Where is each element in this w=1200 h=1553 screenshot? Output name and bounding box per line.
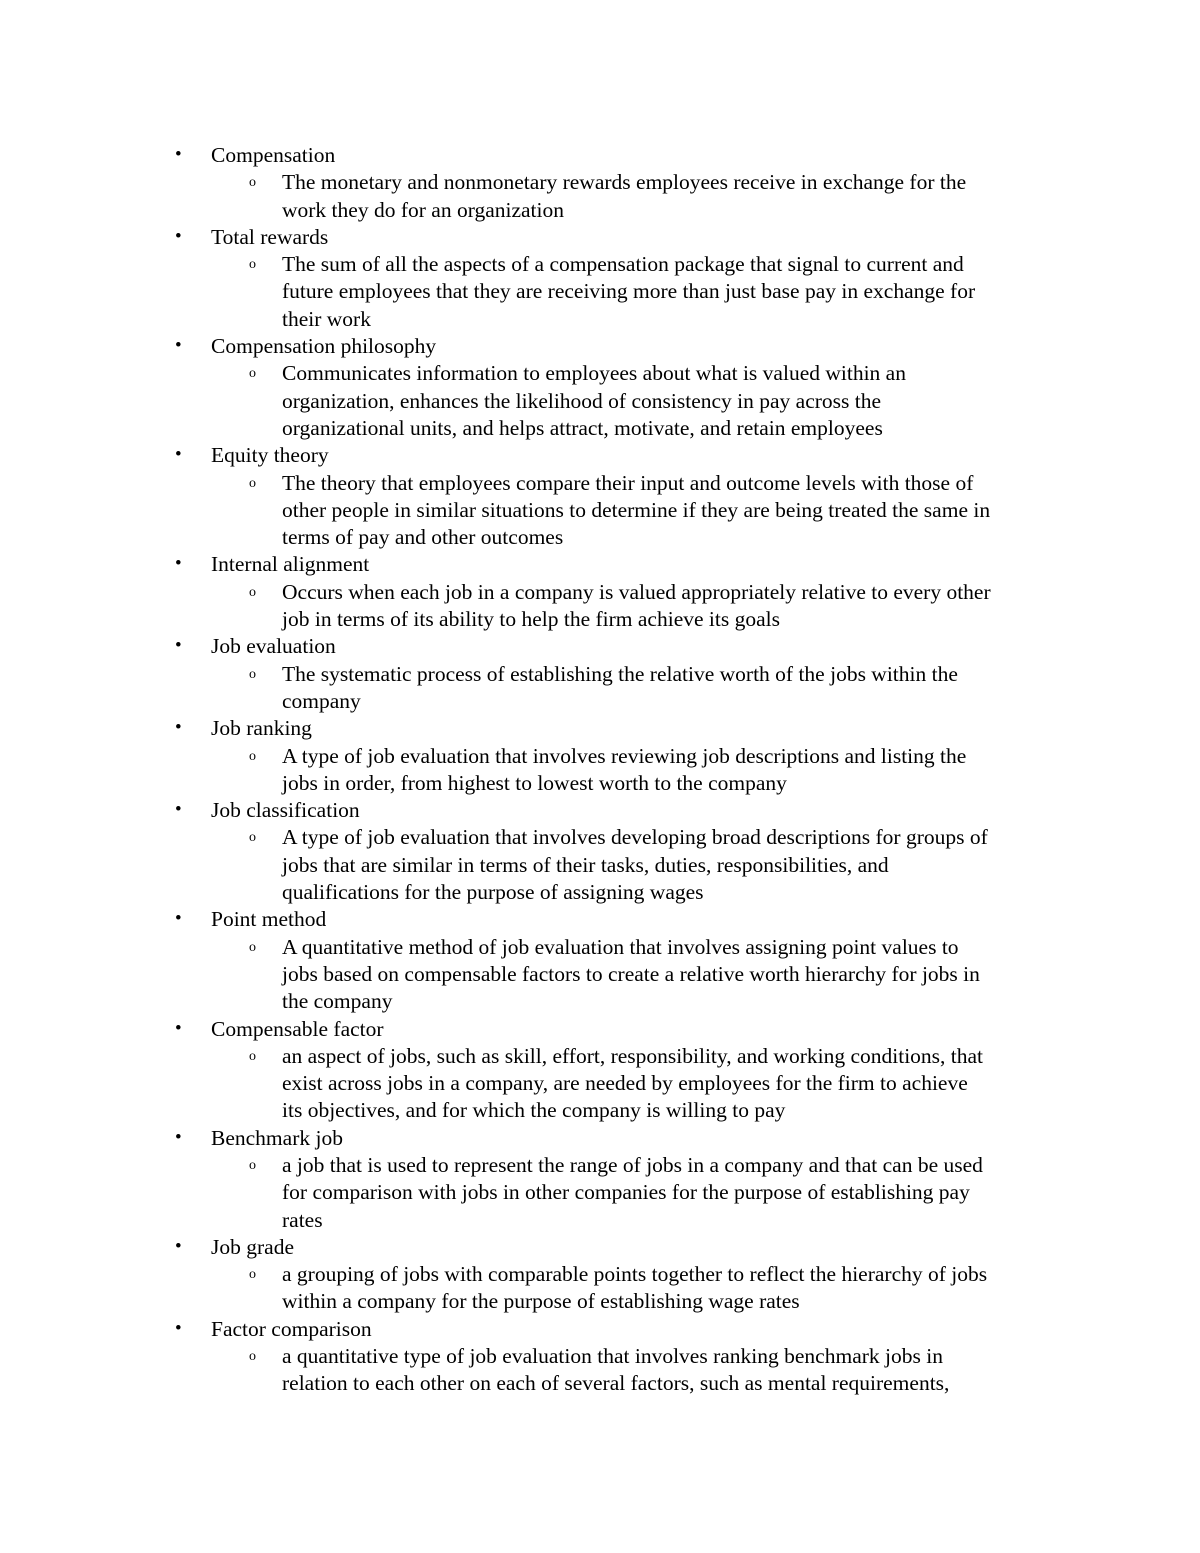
glossary-entry bbox=[0, 551, 1200, 633]
term-row bbox=[0, 1125, 1200, 1152]
definition-line: within a company for the purpose of establishing wage rates bbox=[282, 1289, 800, 1314]
definition-line: The theory that employees compare their input and outcome levels with those of bbox=[282, 470, 974, 495]
definition-line: A quantitative method of job evaluation that involves assigning point values to bbox=[282, 934, 959, 959]
glossary-entry bbox=[0, 1016, 1200, 1125]
glossary-entry bbox=[0, 1125, 1200, 1234]
definition-line: future employees that they are receiving more than just base pay in exchange for bbox=[282, 279, 976, 304]
definition-line: company bbox=[282, 688, 361, 713]
glossary-entry bbox=[0, 797, 1200, 906]
glossary-entry bbox=[0, 142, 1200, 224]
glossary-entry bbox=[0, 333, 1200, 442]
definition bbox=[0, 743, 1062, 798]
definition-line: A type of job evaluation that involves reviewing job descriptions and listing the bbox=[282, 743, 967, 768]
term-label: Equity theory bbox=[211, 443, 329, 468]
circle-bullet-icon: o bbox=[249, 475, 256, 491]
term-label: Point method bbox=[211, 907, 327, 932]
term-row bbox=[0, 1234, 1200, 1261]
circle-bullet-icon: o bbox=[249, 748, 256, 764]
bullet-icon: • bbox=[175, 335, 182, 357]
glossary-entry bbox=[0, 1316, 1200, 1398]
circle-bullet-icon: o bbox=[249, 1349, 256, 1365]
glossary-entry bbox=[0, 224, 1200, 333]
circle-bullet-icon: o bbox=[249, 257, 256, 273]
definition bbox=[0, 1043, 1062, 1125]
definition-line: a job that is used to represent the range of jobs in a company and that can be used bbox=[282, 1152, 983, 1177]
definition-line: rates bbox=[282, 1207, 323, 1232]
definition-line: The sum of all the aspects of a compensation package that signal to current and bbox=[282, 252, 964, 277]
term-label: Job classification bbox=[211, 798, 360, 823]
definition-line: qualifications for the purpose of assigning wages bbox=[282, 880, 704, 905]
bullet-icon: • bbox=[175, 799, 182, 821]
term-row bbox=[0, 551, 1200, 578]
definition-line: a grouping of jobs with comparable points together to reflect the hierarchy of jobs bbox=[282, 1262, 988, 1287]
definition bbox=[0, 360, 1062, 442]
bullet-icon: • bbox=[175, 908, 182, 930]
circle-bullet-icon: o bbox=[249, 830, 256, 846]
term-row bbox=[0, 797, 1200, 824]
circle-bullet-icon: o bbox=[249, 175, 256, 191]
definition bbox=[0, 824, 1062, 906]
glossary-entry bbox=[0, 633, 1200, 715]
definition bbox=[0, 251, 1062, 333]
term-row bbox=[0, 224, 1200, 251]
glossary-entry bbox=[0, 906, 1200, 1015]
definition-line: A type of job evaluation that involves developing broad descriptions for groups of bbox=[282, 825, 988, 850]
definition bbox=[0, 1261, 1062, 1316]
term-label: Total rewards bbox=[211, 224, 329, 249]
term-row bbox=[0, 1316, 1200, 1343]
definition-line: jobs in order, from highest to lowest worth to the company bbox=[282, 770, 787, 795]
circle-bullet-icon: o bbox=[249, 666, 256, 682]
definition-line: a quantitative type of job evaluation that involves ranking benchmark jobs in bbox=[282, 1344, 943, 1369]
term-row bbox=[0, 1016, 1200, 1043]
bullet-icon: • bbox=[175, 444, 182, 466]
term-row bbox=[0, 333, 1200, 360]
glossary-entry bbox=[0, 442, 1200, 551]
definition bbox=[0, 1152, 1062, 1234]
definition-line: their work bbox=[282, 306, 371, 331]
term-label: Internal alignment bbox=[211, 552, 370, 577]
definition-line: the company bbox=[282, 989, 393, 1014]
definition-line: Communicates information to employees about what is valued within an bbox=[282, 361, 906, 386]
bullet-icon: • bbox=[175, 553, 182, 575]
definition-line: jobs that are similar in terms of their tasks, duties, responsibilities, and bbox=[282, 852, 889, 877]
circle-bullet-icon: o bbox=[249, 1157, 256, 1173]
definition-line: terms of pay and other outcomes bbox=[282, 525, 564, 550]
definition-line: an aspect of jobs, such as skill, effort, responsibility, and working conditions, that bbox=[282, 1043, 984, 1068]
glossary-entry bbox=[0, 1234, 1200, 1316]
circle-bullet-icon: o bbox=[249, 939, 256, 955]
circle-bullet-icon: o bbox=[249, 366, 256, 382]
bullet-icon: • bbox=[175, 1317, 182, 1339]
bullet-icon: • bbox=[175, 144, 182, 165]
definition bbox=[0, 579, 1062, 634]
definition bbox=[0, 1343, 1062, 1398]
term-row bbox=[0, 633, 1200, 660]
circle-bullet-icon: o bbox=[249, 1048, 256, 1064]
bullet-icon: • bbox=[175, 225, 182, 247]
definition-line: The monetary and nonmonetary rewards employees receive in exchange for the bbox=[282, 170, 967, 195]
definition-line: organizational units, and helps attract, motivate, and retain employees bbox=[282, 415, 883, 440]
definition-line: work they do for an organization bbox=[282, 197, 565, 222]
definition-line: jobs based on compensable factors to create a relative worth hierarchy for jobs in bbox=[282, 961, 980, 986]
term-label: Compensation philosophy bbox=[211, 334, 437, 359]
definition-line: other people in similar situations to determine if they are being treated the same in bbox=[282, 497, 991, 522]
bullet-icon: • bbox=[175, 717, 182, 739]
bullet-icon: • bbox=[175, 1235, 182, 1257]
definition-line: its objectives, and for which the company is willing to pay bbox=[282, 1098, 786, 1123]
term-label: Factor comparison bbox=[211, 1316, 372, 1341]
term-row bbox=[0, 906, 1200, 933]
definition-line: for comparison with jobs in other companies for the purpose of establishing pay bbox=[282, 1180, 970, 1205]
bullet-icon: • bbox=[175, 635, 182, 657]
definition-line: organization, enhances the likelihood of consistency in pay across the bbox=[282, 388, 882, 413]
definition-line: job in terms of its ability to help the firm achieve its goals bbox=[282, 607, 780, 632]
bullet-icon: • bbox=[175, 1017, 182, 1039]
definition bbox=[0, 169, 1062, 224]
glossary-list bbox=[0, 142, 1200, 1398]
term-label: Job grade bbox=[211, 1234, 294, 1259]
term-row bbox=[0, 715, 1200, 742]
definition-line: relation to each other on each of several factors, such as mental requirements, bbox=[282, 1371, 950, 1396]
term-label: Job ranking bbox=[211, 716, 312, 741]
circle-bullet-icon: o bbox=[249, 584, 256, 600]
glossary-entry bbox=[0, 715, 1200, 797]
definition bbox=[0, 470, 1062, 552]
definition bbox=[0, 934, 1062, 1016]
term-row bbox=[0, 442, 1200, 469]
term-row bbox=[0, 142, 1200, 169]
term-label: Compensation bbox=[211, 143, 336, 167]
circle-bullet-icon: o bbox=[249, 1267, 256, 1283]
term-label: Benchmark job bbox=[211, 1125, 343, 1150]
term-label: Compensable factor bbox=[211, 1016, 384, 1041]
term-label: Job evaluation bbox=[211, 634, 336, 659]
definition-line: Occurs when each job in a company is valued appropriately relative to every other bbox=[282, 579, 991, 604]
bullet-icon: • bbox=[175, 1126, 182, 1148]
definition-line: The systematic process of establishing the relative worth of the jobs within the bbox=[282, 661, 958, 686]
definition bbox=[0, 661, 1062, 716]
definition-line: exist across jobs in a company, are needed by employees for the firm to achieve bbox=[282, 1071, 968, 1096]
